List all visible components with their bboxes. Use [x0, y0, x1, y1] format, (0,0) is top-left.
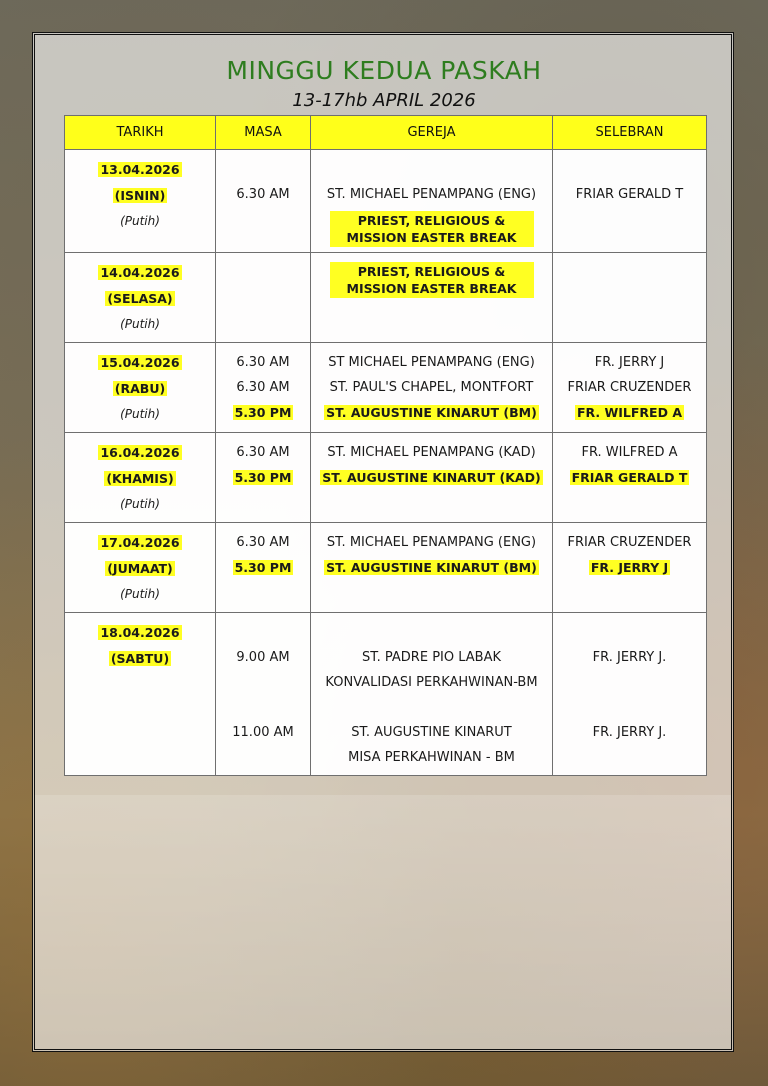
- celebrant-text: FR. JERRY J.: [592, 725, 667, 740]
- date-text: 18.04.2026: [100, 625, 180, 640]
- day-text: (ISNIN): [114, 188, 166, 203]
- liturgical-colour: (Putih): [120, 497, 160, 511]
- date-text: 17.04.2026: [100, 535, 180, 550]
- day-text: (SABTU): [110, 651, 170, 666]
- celebrant-text: FR. JERRY J.: [592, 650, 667, 665]
- celebrant-cell: [553, 433, 707, 523]
- celebrant-text: FR. WILFRED A: [581, 445, 678, 460]
- time-cell: [216, 523, 311, 613]
- easter-break-note: PRIEST, RELIGIOUS & MISSION EASTER BREAK: [330, 262, 534, 298]
- church-text: ST. MICHAEL PENAMPANG (ENG): [326, 187, 537, 202]
- time-text: 6.30 AM: [236, 380, 290, 395]
- day-text: (JUMAAT): [107, 561, 173, 576]
- date-cell: [65, 343, 216, 433]
- celebrant-text: FRIAR CRUZENDER: [567, 380, 692, 395]
- page-subtitle: 13-17hb APRIL 2026: [292, 90, 476, 111]
- church-text: ST. PADRE PIO LABAK: [361, 650, 501, 665]
- time-text-highlight: 5.30 PM: [234, 405, 292, 420]
- church-cell: [311, 253, 553, 343]
- table-row: [65, 523, 707, 613]
- celebrant-text: FRIAR GERALD T: [575, 187, 684, 202]
- church-cell: [311, 343, 553, 433]
- date-text: 13.04.2026: [100, 162, 180, 177]
- day-text: (KHAMIS): [106, 471, 174, 486]
- time-text: 6.30 AM: [236, 355, 290, 370]
- date-text: 16.04.2026: [100, 445, 180, 460]
- celebrant-cell: [553, 253, 707, 343]
- header-selebran: SELEBRAN: [553, 116, 707, 150]
- liturgical-colour: (Putih): [120, 587, 160, 601]
- day-text: (SELASA): [107, 291, 173, 306]
- table-row: [65, 150, 707, 253]
- header-tarikh: TARIKH: [65, 116, 216, 150]
- time-text: 6.30 AM: [236, 187, 290, 202]
- church-text-highlight: ST. AUGUSTINE KINARUT (BM): [326, 405, 537, 420]
- table-row: [65, 253, 707, 343]
- church-text: MISA PERKAHWINAN - BM: [348, 750, 515, 765]
- celebrant-text-highlight: FRIAR GERALD T: [571, 470, 688, 485]
- celebrant-cell: [553, 523, 707, 613]
- day-text: (RABU): [114, 381, 166, 396]
- time-cell: [216, 343, 311, 433]
- date-cell: [65, 523, 216, 613]
- church-text-highlight: ST. AUGUSTINE KINARUT (BM): [326, 560, 537, 575]
- date-cell: [65, 433, 216, 523]
- church-cell: [311, 150, 553, 253]
- celebrant-text: FR. JERRY J: [594, 355, 665, 370]
- time-text: 6.30 AM: [236, 445, 290, 460]
- table-row: [65, 343, 707, 433]
- time-text-highlight: 5.30 PM: [234, 470, 292, 485]
- time-text-highlight: 5.30 PM: [234, 560, 292, 575]
- liturgical-colour: (Putih): [120, 407, 160, 421]
- church-cell: [311, 613, 553, 776]
- celebrant-cell: [553, 343, 707, 433]
- church-text-highlight: ST. AUGUSTINE KINARUT (KAD): [322, 470, 541, 485]
- celebrant-text-highlight: FR. JERRY J: [590, 560, 669, 575]
- liturgical-colour: (Putih): [120, 214, 160, 228]
- schedule-table: [64, 115, 707, 776]
- page-title: MINGGU KEDUA PASKAH: [226, 56, 542, 85]
- celebrant-cell: [553, 150, 707, 253]
- header-gereja: GEREJA: [311, 116, 553, 150]
- celebrant-text-highlight: FR. WILFRED A: [576, 405, 682, 420]
- table-row: [65, 433, 707, 523]
- header-masa: MASA: [216, 116, 311, 150]
- date-text: 15.04.2026: [100, 355, 180, 370]
- time-text: 11.00 AM: [232, 725, 294, 740]
- church-text: ST. PAUL'S CHAPEL, MONTFORT: [329, 380, 534, 395]
- church-cell: [311, 433, 553, 523]
- time-text: 9.00 AM: [236, 650, 290, 665]
- celebrant-text: FRIAR CRUZENDER: [567, 535, 692, 550]
- church-text: ST. MICHAEL PENAMPANG (KAD): [327, 445, 536, 460]
- table-row: [65, 613, 707, 776]
- church-cell: [311, 523, 553, 613]
- church-text: ST. AUGUSTINE KINARUT: [351, 725, 512, 740]
- church-text: ST MICHAEL PENAMPANG (ENG): [328, 355, 535, 370]
- celebrant-cell: [553, 613, 707, 776]
- date-cell: [65, 150, 216, 253]
- church-text: KONVALIDASI PERKAHWINAN-BM: [325, 675, 538, 690]
- time-cell: [216, 150, 311, 253]
- date-cell: [65, 253, 216, 343]
- time-cell: [216, 253, 311, 343]
- time-text: 6.30 AM: [236, 535, 290, 550]
- time-cell: [216, 613, 311, 776]
- time-cell: [216, 433, 311, 523]
- church-text: ST. MICHAEL PENAMPANG (ENG): [326, 535, 537, 550]
- easter-break-note: PRIEST, RELIGIOUS & MISSION EASTER BREAK: [330, 211, 534, 247]
- date-cell: [65, 613, 216, 776]
- liturgical-colour: (Putih): [120, 317, 160, 331]
- table-header-row: [65, 116, 707, 150]
- date-text: 14.04.2026: [100, 265, 180, 280]
